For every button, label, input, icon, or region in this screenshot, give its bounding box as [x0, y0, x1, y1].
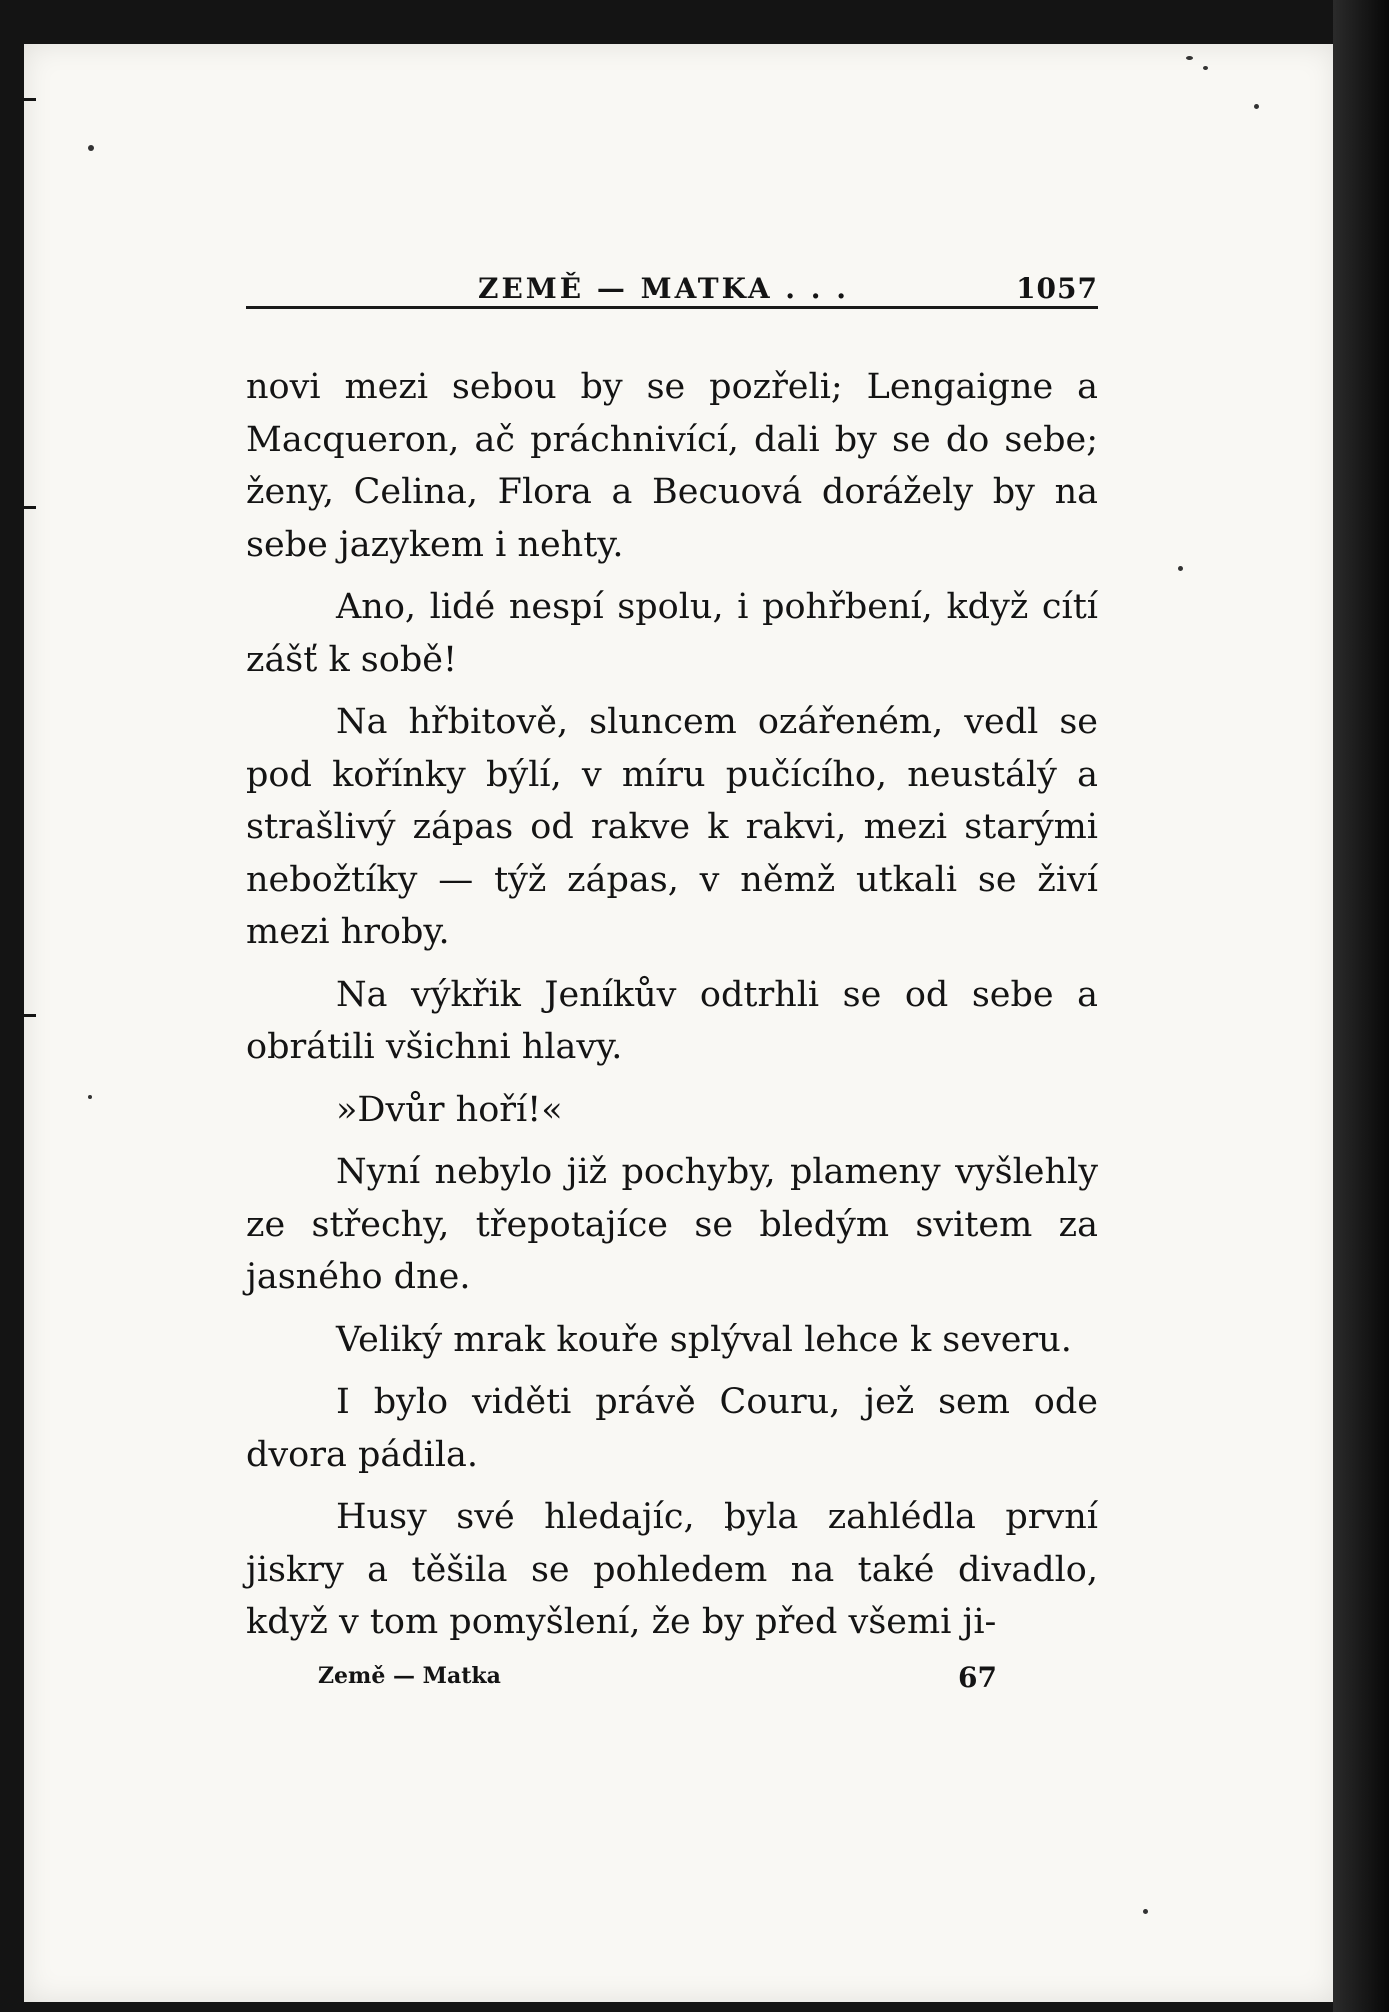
page-text-block	[246, 262, 1098, 1699]
paper-speck	[1178, 566, 1183, 571]
paper-speck	[1254, 104, 1259, 109]
scan-dark-edge	[1333, 0, 1389, 2012]
running-head-title: ZEMĚ — MATKA . . .	[478, 272, 850, 305]
paragraph: Na hřbitově, sluncem ozářeném, vedl se pod kořínky býlí, v míru pučícího, neustálý a strašlivý zápas od rakve k rakvi, mezi starými nebožtíky — týž zápas, v němž utkali se živí mezi hroby.	[246, 702, 1098, 952]
paragraph: »Dvůr hoří!«	[336, 1089, 563, 1130]
paragraph: Husy své hledajíc, byla zahlédla první jiskry a těšila se pohledem na také divadlo, když v tom pomyšlení, že by před všemi ji-	[246, 1497, 1098, 1642]
page-number: 1057	[1016, 272, 1098, 305]
body-text	[246, 361, 1098, 1649]
running-head	[246, 262, 1098, 309]
binding-mark	[14, 506, 36, 509]
paragraph: Ano, lidé nespí spolu, i pohřbení, když cítí zášť k sobě!	[246, 587, 1098, 680]
paper-speck	[1186, 56, 1193, 60]
paper-speck	[1203, 66, 1208, 70]
paragraph: Na výkřik Jeníkův odtrhli se od sebe a obrátili všichni hlavy.	[246, 974, 1098, 1067]
paper-speck	[88, 145, 94, 151]
paragraph: I bylo viděti právě Couru, jež sem ode dvora pádila.	[246, 1382, 1098, 1475]
paper-speck	[1143, 1909, 1148, 1914]
paragraph: Nyní nebylo již pochyby, plameny vyšlehly ze střechy, třepotajíce se bledým svitem za jasného dne.	[246, 1152, 1098, 1297]
binding-mark	[14, 98, 36, 101]
paper-speck	[88, 1095, 92, 1099]
printer-signature-line	[246, 1659, 1098, 1699]
binding-mark	[14, 1014, 36, 1017]
paragraph: Veliký mrak kouře splýval lehce k severu.	[336, 1319, 1072, 1360]
paragraph: novi mezi sebou by se pozřeli; Lengaigne a Macqueron, ač práchnivící, dali by se do sebe; ženy, Celina, Flora a Becuová dorážely by na sebe jazykem i nehty.	[246, 367, 1098, 565]
signature-number: 67	[958, 1660, 997, 1694]
signature-title: Země — Matka	[318, 1662, 501, 1689]
